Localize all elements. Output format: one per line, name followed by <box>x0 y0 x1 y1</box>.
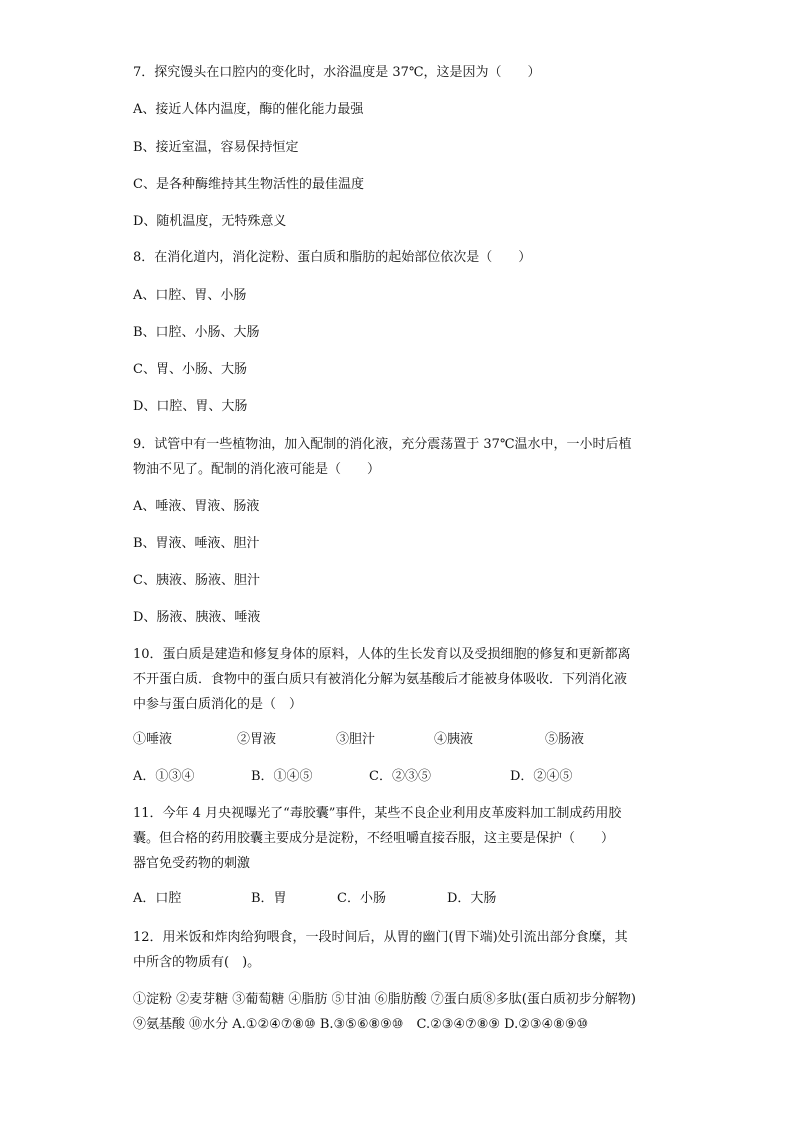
q9-option-a: A、唾液、胃液、肠液 <box>133 499 260 514</box>
q11-stem-line-3: 器官免受药物的刺激 <box>133 856 251 871</box>
q11-stem-line-1: 11．今年 4 月央视曝光了“毒胶囊”事件，某些不良企业利用皮革废料加工制成药用胶 <box>133 806 622 821</box>
q7-option-b: B、接近室温，容易保持恒定 <box>133 140 299 155</box>
q8-option-b: B、口腔、小肠、大肠 <box>133 325 260 340</box>
q7-option-d: D、随机温度，无特殊意义 <box>133 214 287 229</box>
q7-stem: 7．探究馒头在口腔内的变化时，水浴温度是 37℃，这是因为（ ） <box>133 65 541 80</box>
q9-option-b: B、胃液、唾液、胆汁 <box>133 536 260 551</box>
q9-option-c: C、胰液、肠液、胆汁 <box>133 573 260 588</box>
q10-option-d: D．②④⑤ <box>510 769 573 784</box>
q8-stem: 8．在消化道内，消化淀粉、蛋白质和脂肪的起始部位依次是（ ） <box>133 250 532 265</box>
q10-stem-line-1: 10．蛋白质是建造和修复身体的原料，人体的生长发育以及受损细胞的修复和更新都离 <box>133 647 631 662</box>
q10-item-3: ③胆汁 <box>336 732 376 747</box>
q11-option-b: B．胃 <box>251 891 287 906</box>
q12-detail-line-2: ⑨氨基酸 ⑩水分 A.①②④⑦⑧⑩ B.③⑤⑥⑧⑨⑩ C.②③④⑦⑧⑨ D.②③④⑧⑨⑩ <box>133 1017 589 1032</box>
q10-stem-line-2: 不开蛋白质．食物中的蛋白质只有被消化分解为氨基酸后才能被身体吸收．下列消化液 <box>133 672 628 687</box>
q10-option-b: B．①④⑤ <box>251 769 313 784</box>
q9-stem-line-2: 物油不见了。配制的消化液可能是（ ） <box>133 462 381 477</box>
q10-option-a: A．①③④ <box>133 769 195 784</box>
q10-item-5: ⑤肠液 <box>545 732 585 747</box>
q7-option-c: C、是各种酶维持其生物活性的最佳温度 <box>133 177 364 192</box>
q10-item-2: ②胃液 <box>237 732 277 747</box>
q11-option-d: D．大肠 <box>447 891 497 906</box>
q11-stem-line-2: 囊。但合格的药用胶囊主要成分是淀粉，不经咀嚼直接吞服，这主要是保护（ ） <box>133 831 615 846</box>
q10-item-4: ④胰液 <box>434 732 474 747</box>
q12-stem-line-2: 中所含的物质有( )。 <box>133 955 261 970</box>
q8-option-a: A、口腔、胃、小肠 <box>133 288 247 303</box>
q12-detail-line-1: ①淀粉 ②麦芽糖 ③葡萄糖 ④脂肪 ⑤甘油 ⑥脂肪酸 ⑦蛋白质⑧多肽(蛋白质初步分解物) <box>133 992 636 1007</box>
q10-stem-line-3: 中参与蛋白质消化的是（ ） <box>133 697 303 712</box>
q8-option-c: C、胃、小肠、大肠 <box>133 362 247 377</box>
q11-option-c: C．小肠 <box>337 891 386 906</box>
q10-item-1: ①唾液 <box>133 732 173 747</box>
q7-option-a: A、接近人体内温度，酶的催化能力最强 <box>133 102 364 117</box>
q9-stem-line-1: 9．试管中有一些植物油，加入配制的消化液，充分震荡置于 37℃温水中，一小时后植 <box>133 437 632 452</box>
q11-option-a: A．口腔 <box>133 891 182 906</box>
q9-option-d: D、肠液、胰液、唾液 <box>133 610 261 625</box>
q12-stem-line-1: 12．用米饭和炸肉给狗喂食，一段时间后，从胃的幽门(胃下端)处引流出部分食糜，其 <box>133 930 628 945</box>
q8-option-d: D、口腔、胃、大肠 <box>133 399 248 414</box>
q10-option-c: C．②③⑤ <box>369 769 431 784</box>
